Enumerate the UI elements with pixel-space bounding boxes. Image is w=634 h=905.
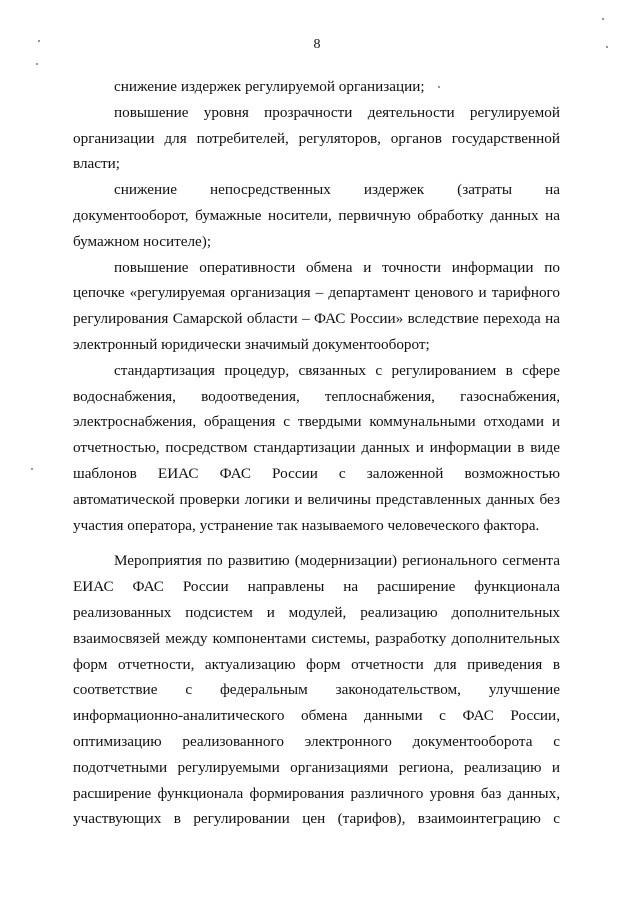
page-number: 8 — [313, 37, 321, 52]
scan-speck — [602, 18, 604, 20]
scan-speck — [438, 86, 440, 88]
scan-speck — [31, 468, 33, 470]
paragraph-exchange-efficiency: повышение оперативности обмена и точности информации по цепочке «регулируемая организация – департамент ценового и тарифного регулирования Самарской области – ФАС России» вследствие перехода на электронный юридически значимый документооборот; — [73, 258, 560, 353]
paragraph-direct-costs: снижение непосредственных издержек (затраты на документооборот, бумажные носители, первичную обработку данных на бумажном носителе); — [73, 181, 560, 250]
document-body — [73, 74, 560, 832]
paragraph-modernization-measures: Мероприятия по развитию (модернизации) регионального сегмента ЕИАС ФАС России направлены на расширение функционала реализованных подсистем и модулей, реализацию дополнительных взаимосвязей между компонентами системы, разработку дополнительных форм отчетности, актуализацию форм отчетности для приведения в соответствие с федеральным законодательством, улучшение информационно-аналитического обмена данными с ФАС России, оптимизацию реализованного электронного документооборота с подотчетными регулируемыми организациями региона, реализацию и расширение функционала формирования различного уровня баз данных, участвующих в регулировании цен (тарифов), взаимоинтеграцию с — [73, 552, 560, 828]
paragraph-standardization: стандартизация процедур, связанных с регулированием в сфере водоснабжения, водоотведения, теплоснабжения, газоснабжения, электроснабжения, обращения с твердыми коммунальными отходами и отчетностью, посредством стандартизации данных и информации в виде шаблонов ЕИАС ФАС России с заложенной возможностью автоматической проверки логики и величины представленных данных без участия оператора, устранение так называемого человеческого фактора. — [73, 361, 560, 534]
scan-speck — [36, 63, 38, 65]
paragraph-transparency: повышение уровня прозрачности деятельности регулируемой организации для потребителей, регуляторов, органов государственной власти; — [73, 103, 560, 173]
scan-speck — [38, 40, 40, 42]
scan-speck — [606, 46, 608, 48]
paragraph-cost-reduction: снижение издержек регулируемой организации; — [114, 78, 425, 95]
